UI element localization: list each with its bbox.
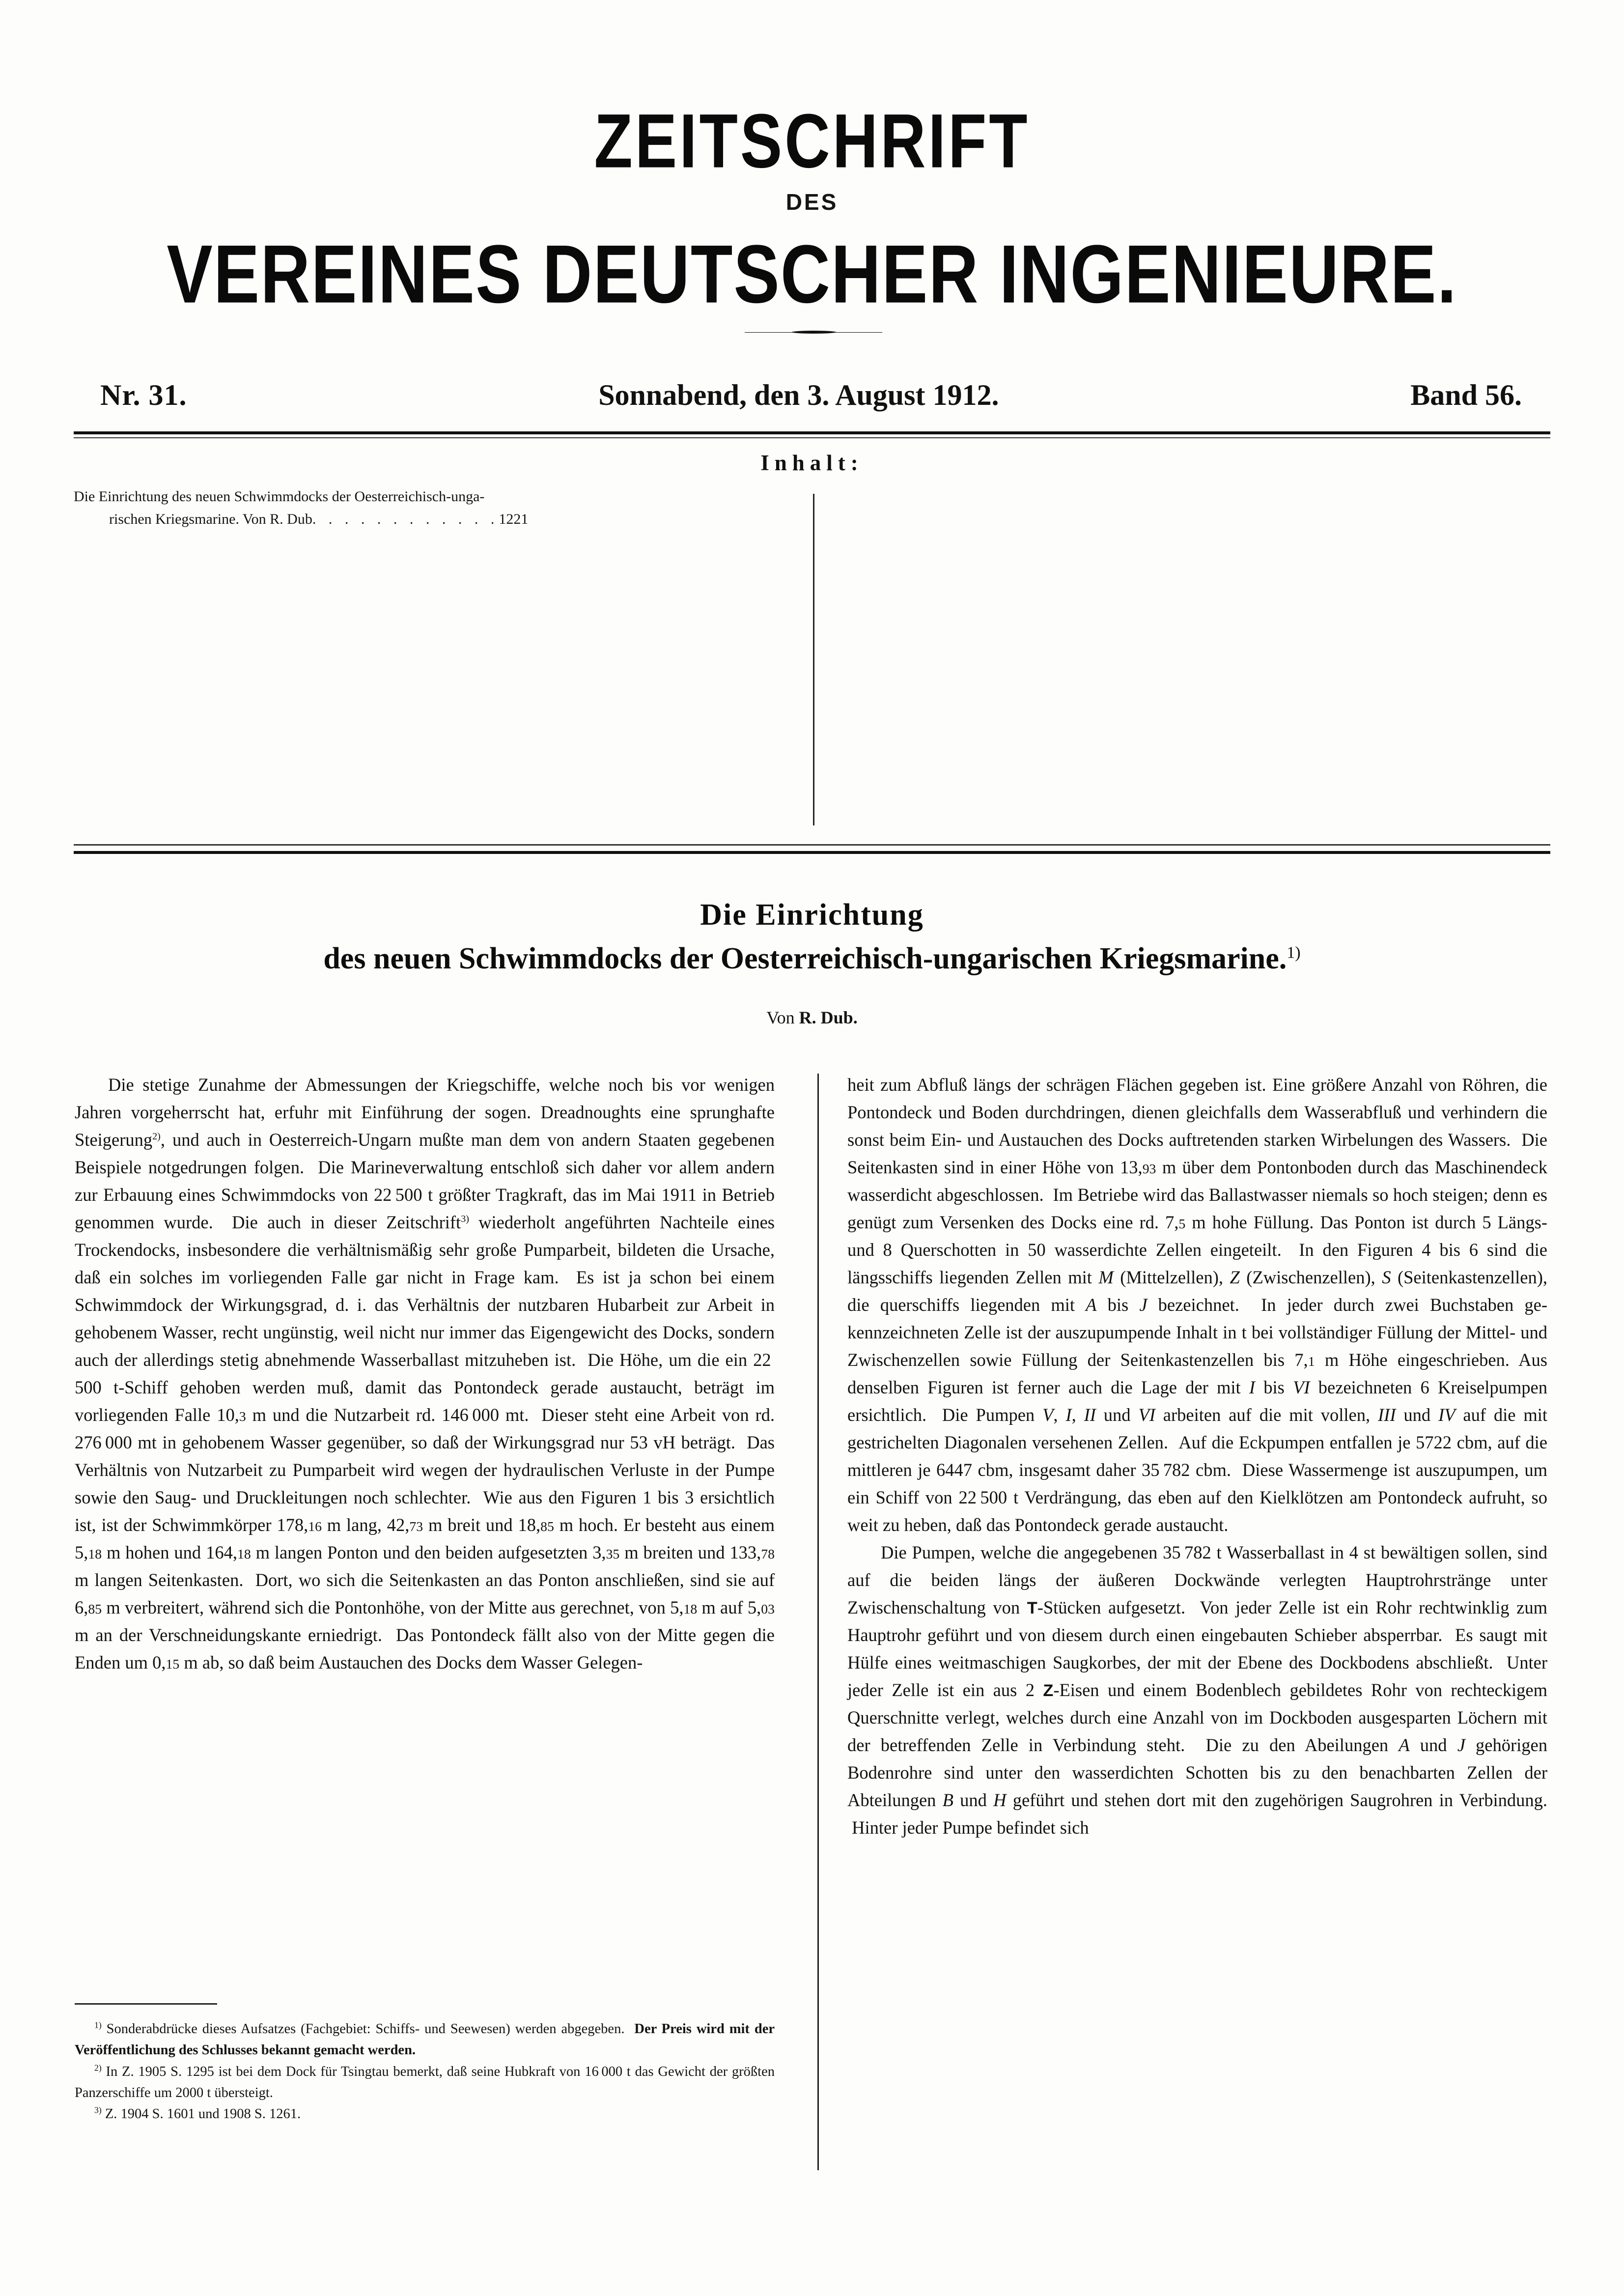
article-title-line-1: Die Einrichtung: [700, 898, 924, 932]
footnote-item: $^{2)}$ In Z. 1905 S. 1295 ist bei dem Dock für Tsingtau bemerkt, daß seine Hubkraft von 16 000 t das Gewicht der größten Panzerschiffe um 2000 t übersteigt.: [75, 2063, 775, 2100]
paragraph: Die Pumpen, welche die angegebenen 35 782 t Wasserballast in 4 st bewältigen sollen, sind auf die beiden längs der äußeren Dockwände verlegten Hauptrohrstränge unter Zwischenschaltung von T-Stücken aufgesetzt. Von jeder Zelle ist ein Rohr rechtwinklig zum Hauptrohr geführt und von diesem durch einen eingebauten Schieber absperrbar. Es saugt mit Hülfe eines weitmaschigen Saugkorbes, der mit der Ebene des Dockbodens abschließt. Unter jeder Zelle ist ein aus 2 Z-Eisen und einem Bodenblech gebildetes Rohr von rechteckigem Querschnitte verlegt, welches durch eine Anzahl von im Dockboden ausgesparten Löchern mit der betreffenden Zelle in Verbindung steht. Die zu den Abeilungen A und J gehörigen Bodenrohre sind unter den wasserdichten Schotten bis zu den benachbarten Zellen der Abteilungen B und H geführt und stehen dort mit den zugehörigen Saugrohren in Verbindung. Hinter jeder Pumpe befindet sich: [847, 1542, 1548, 1838]
toc-page-number: 1221: [499, 510, 529, 527]
header-rule-thin: [74, 437, 1550, 438]
byline-author: R. Dub.: [799, 1008, 858, 1027]
paragraph: heit zum Abfluß längs der schrägen Flächen gegeben ist. Eine größere Anzahl von Röhren, die Pontondeck und Boden durchdringen, dienen gleichfalls dem Wasserabfluß und verhindern die sonst beim Ein- und Austauchen des Docks auftretenden starken Wirbelungen des Wassers. Die Seitenkasten sind in einer Höhe von 13,93 m über dem Pontonboden durch das Maschinendeck wasserdicht abgeschlossen. Im Betriebe wird das Ballastwasser niemals so hoch steigen; denn es genügt zum Versenken des Docks eine rd. 7,5 m hohe Füllung. Das Ponton ist durch 5 Längs- und 8 Querschotten in 50 wasserdichte Zellen eingeteilt. In den Figuren 4 bis 6 sind die längsschiffs liegenden Zellen mit M (Mittelzellen), Z (Zwischenzellen), S (Seitenkastenzellen), die querschiffs liegenden mit A bis J bezeichnet. In jeder durch zwei Buchstaben gekennzeichneten Zelle ist der auszupumpende Inhalt in t bei vollständiger Füllung der Mittel- und Zwischenzellen sowie Füllung der Seitenkastenzellen bis 7,1 m Höhe eingeschrieben. Aus denselben Figuren ist ferner auch die Lage der mit I bis VI bezeichneten 6 Kreiselpumpen ersichtlich. Die Pumpen V, I, II und VI arbeiten auf die mit vollen, III und IV auf die mit gestrichelten Diagonalen versehenen Zellen. Auf die Eckpumpen entfallen je 5722 cbm, auf die mittleren je 6447 cbm, insgesamt daher 35 782 cbm. Diese Wassermenge ist auszupumpen, um ein Schiff von 22 500 t Verdrängung, das eben auf den Kielklötzen am Pontondeck aufruht, so weit zu heben, daß das Pontondeck gerade austaucht.: [847, 1075, 1548, 1535]
article-title-line-2-text: des neuen Schwimmdocks der Oesterreichisch-ungarischen Kriegsmarine.: [323, 942, 1287, 976]
contents-heading: Inhalt:: [760, 451, 864, 475]
article-title: [0, 897, 1624, 977]
masthead-title: ZEITSCHRIFT: [594, 98, 1030, 184]
title-footnote-marker: 1): [1287, 943, 1301, 962]
issue-date: Sonnabend, den 3. August 1912.: [598, 379, 999, 411]
table-of-contents: [74, 485, 776, 530]
contents-rule-thick: [74, 851, 1550, 854]
body-column-left: [75, 1071, 775, 1676]
footnote-list: [75, 2018, 775, 2125]
footnote-item: $^{1)}$ Sonderabdrücke dieses Aufsatzes (Fachgebiet: Schiffs- und Seewesen) werden abgegeben. Der Preis wird mit der Veröffentlichung des Schlusses bekannt gemacht werden.: [75, 2020, 775, 2058]
byline-prefix: Von: [766, 1008, 799, 1027]
issue-line: [74, 378, 1550, 412]
body-column-divider: [817, 1074, 819, 2170]
toc-entry-line-1: Die Einrichtung des neuen Schwimmdocks der Oesterreichisch-unga-: [74, 488, 485, 505]
contents-rule-thin: [74, 844, 1550, 846]
paragraph: Die stetige Zunahme der Abmessungen der Kriegschiffe, welche noch bis vor wenigen Jahren vorgeherrscht hat, erfuhr mit Einführung der sogen. Dreadnoughts eine sprunghafte Steigerung$^{2)}$, und auch in Oesterreich-Ungarn mußte man dem von andern Staaten gegebenen Beispiele notgedrungen folgen. Die Marineverwaltung entschloß sich daher vor allem andern zur Erbauung eines Schwimmdocks von 22 500 t größter Tragkraft, das im Mai 1911 in Betrieb genommen wurde. Die auch in dieser Zeitschrift$^{3)}$ wiederholt angeführten Nachteile eines Trockendocks, insbesondere die verhältnismäßig sehr große Pumparbeit, bildeten die Ursache, daß ein solches im vorliegenden Falle gar nicht in Frage kam. Es ist ja schon bei einem Schwimmdock der Wirkungsgrad, d. i. das Verhältnis der nutzbaren Hubarbeit zur Arbeit in gehobenem Wasser, recht ungünstig, weil nicht nur immer das Eigengewicht des Docks, sondern auch der allerdings stetig abnehmende Wasserballast mitzuheben ist. Die Höhe, um die ein 22 500 t-Schiff gehoben werden muß, damit das Pontondeck gerade austaucht, beträgt im vorliegenden Falle 10,3 m und die Nutzarbeit rd. 146 000 mt. Dieser steht eine Arbeit von rd. 276 000 mt in gehobenem Wasser gegenüber, so daß der Wirkungsgrad nur 53 vH beträgt. Das Verhältnis von Nutzarbeit zu Pumparbeit wird wegen der hydraulischen Verluste in der Pumpe sowie den Saug- und Druckleitungen noch schlechter. Wie aus den Figuren 1 bis 3 ersichtlich ist, ist der Schwimmkörper 178,16 m lang, 42,73 m breit und 18,85 m hoch. Er besteht aus einem 5,18 m hohen und 164,18 m langen Ponton und den beiden aufgesetzten 3,35 m breiten und 133,78 m langen Seitenkasten. Dort, wo sich die Seitenkasten an das Ponton anschließen, sind sie auf 6,85 m verbreitert, während sich die Pontonhöhe, von der Mitte aus gerechnet, von 5,18 m auf 5,03 m an der Verschneidungskante erniedrigt. Das Pontondeck fällt also von der Mitte gegen die Enden um 0,15 m ab, so daß beim Austauchen des Docks dem Wasser Gelegen-: [75, 1075, 775, 1673]
body-column-right: [847, 1071, 1547, 1842]
header-rule-thick: [74, 431, 1550, 434]
masthead-des: DES: [785, 189, 839, 215]
masthead: [0, 98, 1624, 320]
issue-number: Nr. 31.: [100, 379, 187, 411]
footnote-item: $^{3)}$ Z. 1904 S. 1601 und 1908 S. 1261.: [94, 2105, 301, 2122]
footnote-separator-rule: [75, 2003, 217, 2005]
toc-leader-dots: . . . . . . . . . . . .: [312, 510, 499, 527]
ornament-rule: [745, 330, 882, 335]
toc-entry-line-2: [74, 508, 776, 531]
contents-column-divider: [813, 494, 814, 825]
masthead-society: VEREINES DEUTSCHER INGENIEURE.: [167, 227, 1457, 320]
article-byline: [0, 1007, 1624, 1028]
article-title-line-2: [0, 941, 1624, 977]
issue-volume: Band 56.: [1410, 379, 1522, 411]
toc-entry-text: rischen Kriegsmarine. Von R. Dub: [109, 510, 312, 527]
